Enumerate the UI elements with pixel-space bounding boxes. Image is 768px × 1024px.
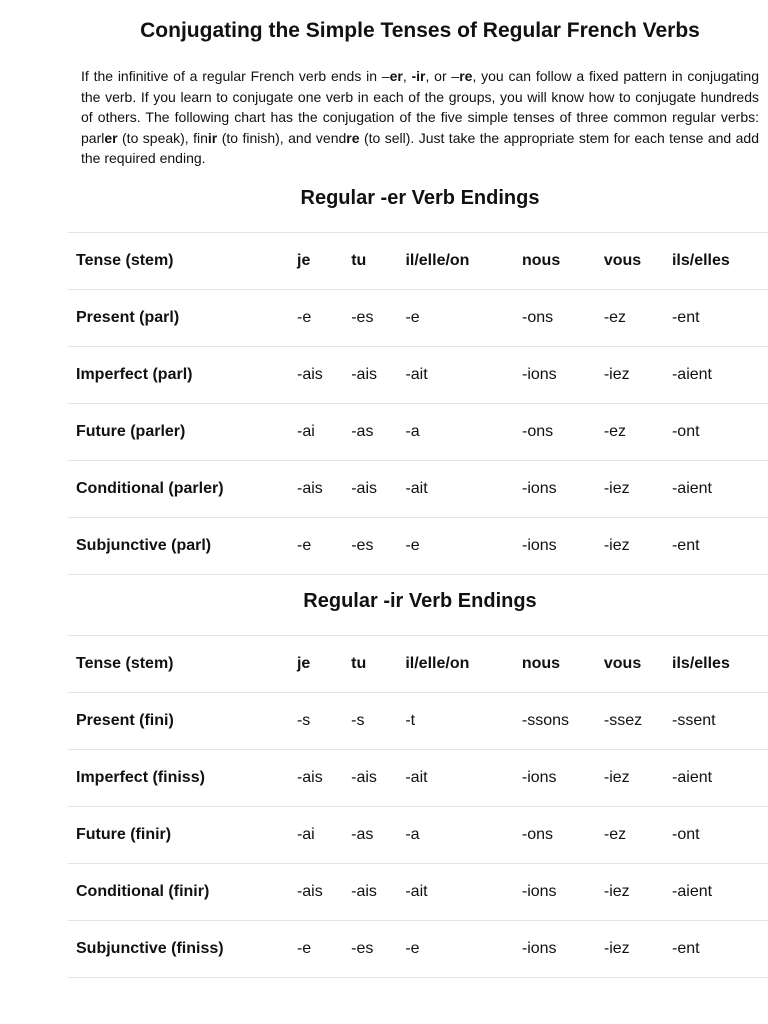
table-row <box>68 864 768 921</box>
header-cell: ils/elles <box>672 233 768 290</box>
ending-cell: -ont <box>672 404 768 461</box>
ending-cell: -ait <box>405 347 522 404</box>
intro-text: If the infinitive of a regular French verb ends in – <box>81 68 390 84</box>
header-cell: Tense (stem) <box>68 636 297 693</box>
intro-er-ending: er <box>389 68 403 84</box>
ending-cell: -ions <box>522 921 604 978</box>
tense-cell: Subjunctive (finiss) <box>68 921 297 978</box>
tense-cell: Future (finir) <box>68 807 297 864</box>
ending-cell: -ons <box>522 290 604 347</box>
ending-cell: -ais <box>297 347 351 404</box>
ending-cell: -iez <box>604 864 672 921</box>
header-cell: nous <box>522 636 604 693</box>
intro-vendre-ending: re <box>346 129 360 146</box>
ending-cell: -ions <box>522 864 604 921</box>
intro-parler-ending: er <box>104 129 118 146</box>
ending-cell: -aient <box>672 864 768 921</box>
header-cell: vous <box>604 636 672 693</box>
table-header-row <box>68 636 768 693</box>
ending-cell: -ais <box>351 864 405 921</box>
ending-cell: -es <box>351 518 405 575</box>
ending-cell: -iez <box>604 750 672 807</box>
ending-cell: -ais <box>297 750 351 807</box>
header-cell: il/elle/on <box>405 636 522 693</box>
intro-paragraph <box>81 66 759 169</box>
page-title: Conjugating the Simple Tenses of Regular French Verbs <box>140 19 700 42</box>
ending-cell: -s <box>351 693 405 750</box>
tense-cell: Present (parl) <box>68 290 297 347</box>
tense-cell: Conditional (parler) <box>68 461 297 518</box>
tense-cell: Imperfect (parl) <box>68 347 297 404</box>
header-cell: je <box>297 233 351 290</box>
ending-cell: -e <box>297 290 351 347</box>
header-cell: vous <box>604 233 672 290</box>
ending-cell: -ais <box>351 461 405 518</box>
table-row <box>68 807 768 864</box>
header-cell: tu <box>351 233 405 290</box>
ending-cell: -ez <box>604 807 672 864</box>
table-row <box>68 404 768 461</box>
ending-cell: -ait <box>405 461 522 518</box>
tense-cell: Present (fini) <box>68 693 297 750</box>
table-row <box>68 290 768 347</box>
ending-cell: -ssons <box>522 693 604 750</box>
ending-cell: -ez <box>604 290 672 347</box>
ending-cell: -ions <box>522 750 604 807</box>
ending-cell: -iez <box>604 921 672 978</box>
ending-cell: -ions <box>522 461 604 518</box>
section-title-er: Regular -er Verb Endings <box>300 187 540 209</box>
section-title-ir: Regular -ir Verb Endings <box>303 590 537 612</box>
tense-cell: Future (parler) <box>68 404 297 461</box>
ending-cell: -ais <box>297 461 351 518</box>
ending-cell: -ais <box>297 864 351 921</box>
ending-cell: -a <box>405 807 522 864</box>
table-row <box>68 347 768 404</box>
header-cell: nous <box>522 233 604 290</box>
ending-cell: -t <box>405 693 522 750</box>
header-cell: Tense (stem) <box>68 233 297 290</box>
header-cell: il/elle/on <box>405 233 522 290</box>
ending-cell: -ent <box>672 518 768 575</box>
table-row <box>68 750 768 807</box>
ending-cell: -ais <box>351 750 405 807</box>
ending-cell: -ssent <box>672 693 768 750</box>
ending-cell: -iez <box>604 461 672 518</box>
er-endings-table <box>68 232 768 575</box>
tense-cell: Imperfect (finiss) <box>68 750 297 807</box>
intro-text: , you can follow a fixed pattern in conjugating the verb. If you learn to conjugate one verb in each of the groups, you will know how to conjugate hundreds of others. The following chart has the conjugation of the five simple tenses of three common regular verbs: parl <box>81 68 760 146</box>
intro-finir-ending: ir <box>207 129 218 146</box>
ending-cell: -s <box>297 693 351 750</box>
ir-endings-table <box>68 635 768 978</box>
ending-cell: -ai <box>297 807 351 864</box>
ending-cell: -ent <box>672 921 768 978</box>
ending-cell: -ions <box>522 347 604 404</box>
intro-text: (to speak), fin <box>117 129 208 146</box>
intro-re-ending: re <box>459 68 473 84</box>
header-cell: je <box>297 636 351 693</box>
intro-text: (to sell). Just take the appropriate stem for each tense and add the required ending. <box>81 129 759 166</box>
ending-cell: -ons <box>522 404 604 461</box>
table-row <box>68 693 768 750</box>
ending-cell: -e <box>405 921 522 978</box>
ending-cell: -aient <box>672 750 768 807</box>
ending-cell: -e <box>297 518 351 575</box>
ending-cell: -es <box>351 290 405 347</box>
ending-cell: -ssez <box>604 693 672 750</box>
ending-cell: -iez <box>604 347 672 404</box>
intro-ir-ending: -ir <box>411 68 426 84</box>
table-row <box>68 461 768 518</box>
ending-cell: -as <box>351 404 405 461</box>
table-header-row <box>68 233 768 290</box>
ending-cell: -iez <box>604 518 672 575</box>
ending-cell: -ent <box>672 290 768 347</box>
ending-cell: -ait <box>405 864 522 921</box>
intro-text: , or – <box>425 68 460 84</box>
intro-text: (to finish), and vend <box>217 129 347 146</box>
ending-cell: -as <box>351 807 405 864</box>
ending-cell: -ions <box>522 518 604 575</box>
intro-text: , <box>402 68 412 84</box>
table-row <box>68 921 768 978</box>
ending-cell: -ait <box>405 750 522 807</box>
ending-cell: -es <box>351 921 405 978</box>
header-cell: tu <box>351 636 405 693</box>
table-row <box>68 518 768 575</box>
ending-cell: -ais <box>351 347 405 404</box>
tense-cell: Subjunctive (parl) <box>68 518 297 575</box>
ending-cell: -ez <box>604 404 672 461</box>
ending-cell: -e <box>405 290 522 347</box>
ending-cell: -ont <box>672 807 768 864</box>
ending-cell: -aient <box>672 347 768 404</box>
ending-cell: -e <box>297 921 351 978</box>
ending-cell: -e <box>405 518 522 575</box>
ending-cell: -ons <box>522 807 604 864</box>
tense-cell: Conditional (finir) <box>68 864 297 921</box>
header-cell: ils/elles <box>672 636 768 693</box>
ending-cell: -ai <box>297 404 351 461</box>
ending-cell: -a <box>405 404 522 461</box>
ending-cell: -aient <box>672 461 768 518</box>
